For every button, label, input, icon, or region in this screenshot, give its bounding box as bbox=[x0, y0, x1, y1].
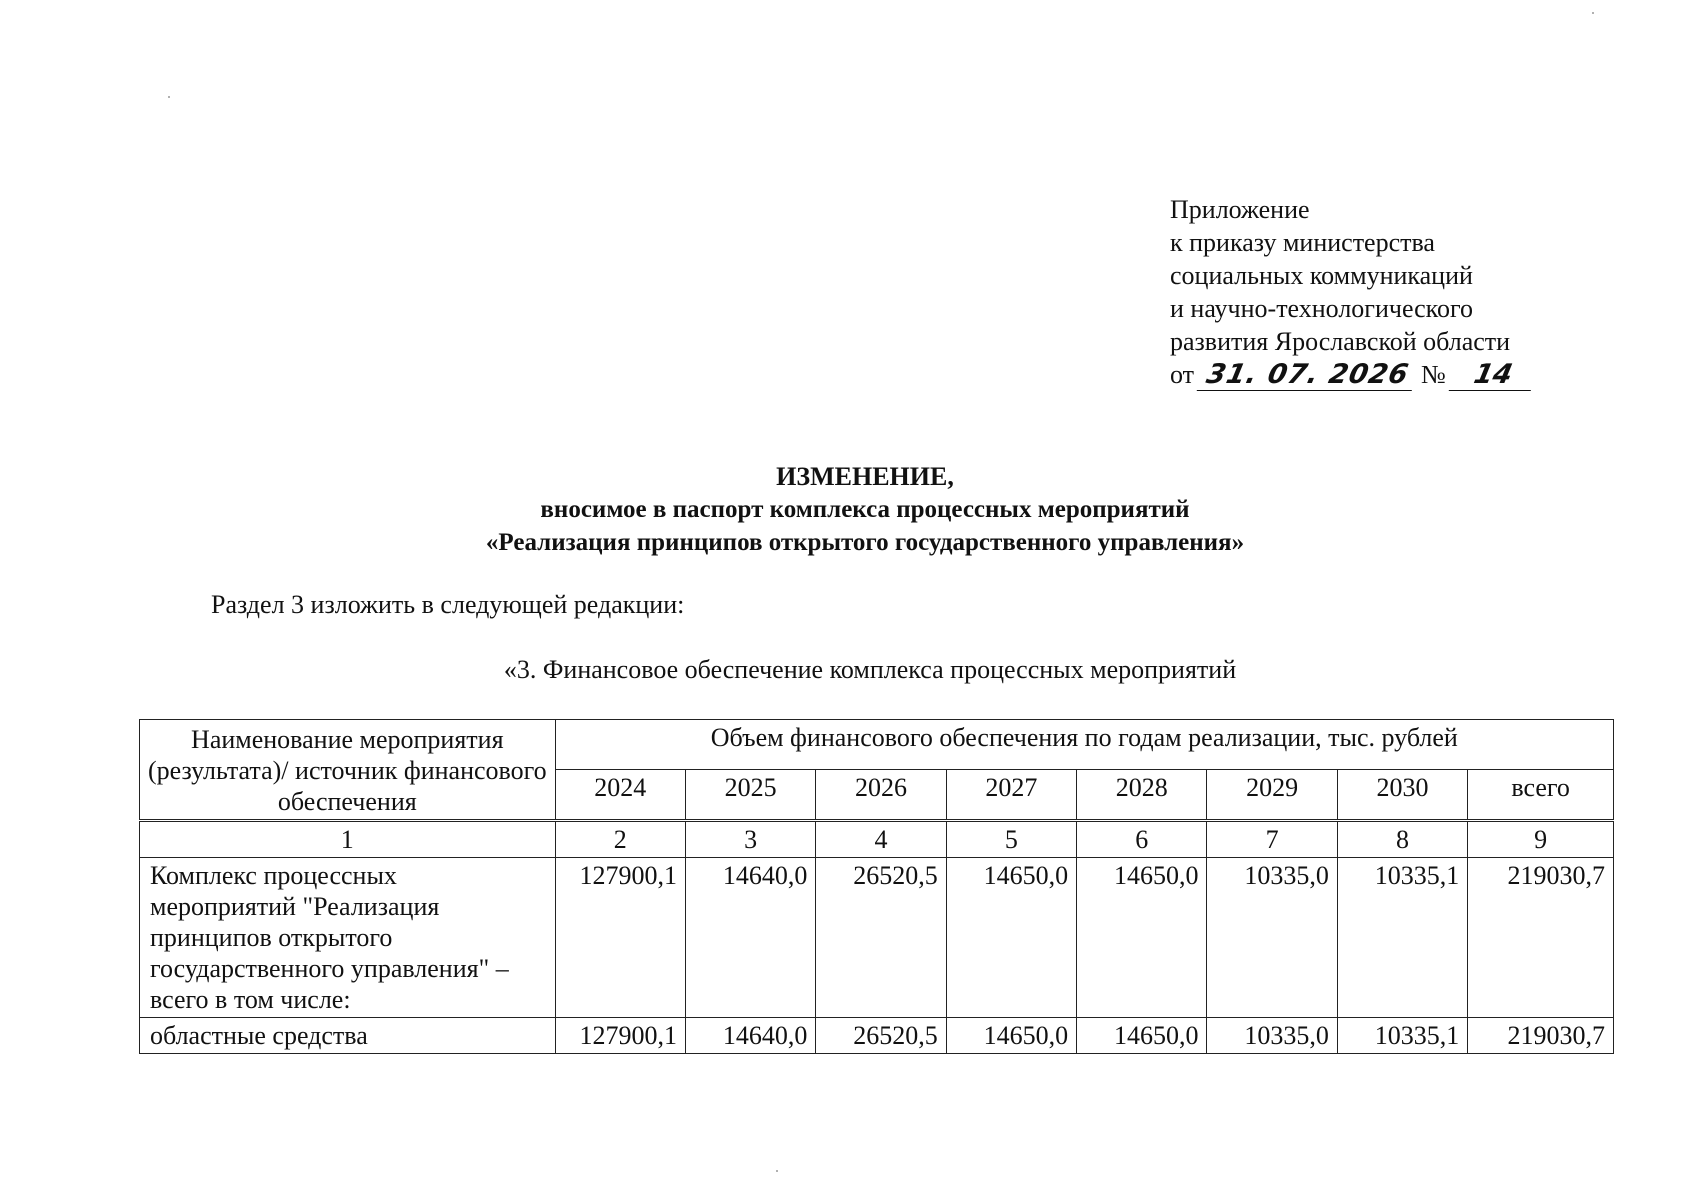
row-name: Комплекс процессных мероприятий "Реализация принципов открытого государственного управления" – всего в том числе: bbox=[140, 858, 556, 1018]
table-caption: «3. Финансовое обеспечение комплекса процессных мероприятий bbox=[503, 655, 1237, 684]
column-index: 8 bbox=[1337, 821, 1467, 858]
scan-speck bbox=[1592, 12, 1594, 14]
document-title: ИЗМЕНЕНИЕ, bbox=[776, 462, 954, 491]
column-index: 3 bbox=[685, 821, 815, 858]
cell-value: 10335,0 bbox=[1207, 858, 1337, 1018]
number-label: № bbox=[1421, 360, 1446, 389]
handwritten-number: 14 bbox=[1449, 360, 1538, 391]
column-index-row bbox=[140, 821, 1614, 858]
section-instruction: Раздел 3 изложить в следующей редакции: bbox=[211, 590, 685, 619]
column-index: 1 bbox=[140, 821, 556, 858]
cell-value: 26520,5 bbox=[816, 858, 946, 1018]
cell-value: 14640,0 bbox=[685, 1018, 815, 1054]
order-date-number bbox=[1170, 358, 1534, 391]
cell-value: 219030,7 bbox=[1468, 858, 1614, 1018]
column-index: 4 bbox=[816, 821, 946, 858]
year-header: 2025 bbox=[685, 769, 815, 820]
scan-speck bbox=[776, 1170, 778, 1172]
document-subtitle: вносимое в паспорт комплекса процессных мероприятий bbox=[540, 496, 1190, 523]
year-header: 2029 bbox=[1207, 769, 1337, 820]
cell-value: 14650,0 bbox=[1077, 1018, 1207, 1054]
document-heading bbox=[0, 460, 1696, 559]
from-label: от bbox=[1170, 360, 1195, 389]
year-header: 2026 bbox=[816, 769, 946, 820]
column-index: 5 bbox=[946, 821, 1076, 858]
appendix-line: к приказу министерства bbox=[1170, 228, 1435, 257]
cell-value: 219030,7 bbox=[1468, 1018, 1614, 1054]
table-row bbox=[140, 858, 1614, 1018]
year-header: 2027 bbox=[946, 769, 1076, 820]
appendix-line: развития Ярославской области bbox=[1170, 327, 1511, 356]
volume-header: Объем финансового обеспечения по годам реализации, тыс. рублей bbox=[555, 720, 1613, 770]
column-index: 9 bbox=[1468, 821, 1614, 858]
year-header: 2028 bbox=[1077, 769, 1207, 820]
appendix-line: социальных коммуникаций bbox=[1170, 261, 1473, 290]
cell-value: 127900,1 bbox=[555, 858, 685, 1018]
cell-value: 127900,1 bbox=[555, 1018, 685, 1054]
cell-value: 14650,0 bbox=[946, 1018, 1076, 1054]
cell-value: 10335,1 bbox=[1337, 858, 1467, 1018]
document-subtitle-program: «Реализация принципов открытого государственного управления» bbox=[485, 529, 1245, 556]
cell-value: 14640,0 bbox=[685, 858, 815, 1018]
column-index: 7 bbox=[1207, 821, 1337, 858]
cell-value: 26520,5 bbox=[816, 1018, 946, 1054]
column-index: 2 bbox=[555, 821, 685, 858]
cell-value: 14650,0 bbox=[946, 858, 1076, 1018]
financing-table bbox=[139, 719, 1614, 1054]
total-header: всего bbox=[1468, 769, 1614, 820]
row-name: областные средства bbox=[140, 1018, 556, 1054]
column-index: 6 bbox=[1077, 821, 1207, 858]
handwritten-date: 31. 07. 2026 bbox=[1197, 360, 1419, 391]
table-row bbox=[140, 1018, 1614, 1054]
appendix-line: Приложение bbox=[1170, 195, 1310, 224]
year-header: 2024 bbox=[555, 769, 685, 820]
appendix-line: и научно-технологического bbox=[1170, 294, 1474, 323]
year-header: 2030 bbox=[1337, 769, 1467, 820]
name-column-header: Наименование мероприятия (результата)/ источник финансового обеспечения bbox=[140, 720, 556, 821]
cell-value: 10335,0 bbox=[1207, 1018, 1337, 1054]
cell-value: 14650,0 bbox=[1077, 858, 1207, 1018]
appendix-block bbox=[1170, 193, 1534, 391]
cell-value: 10335,1 bbox=[1337, 1018, 1467, 1054]
scan-speck bbox=[168, 96, 170, 98]
